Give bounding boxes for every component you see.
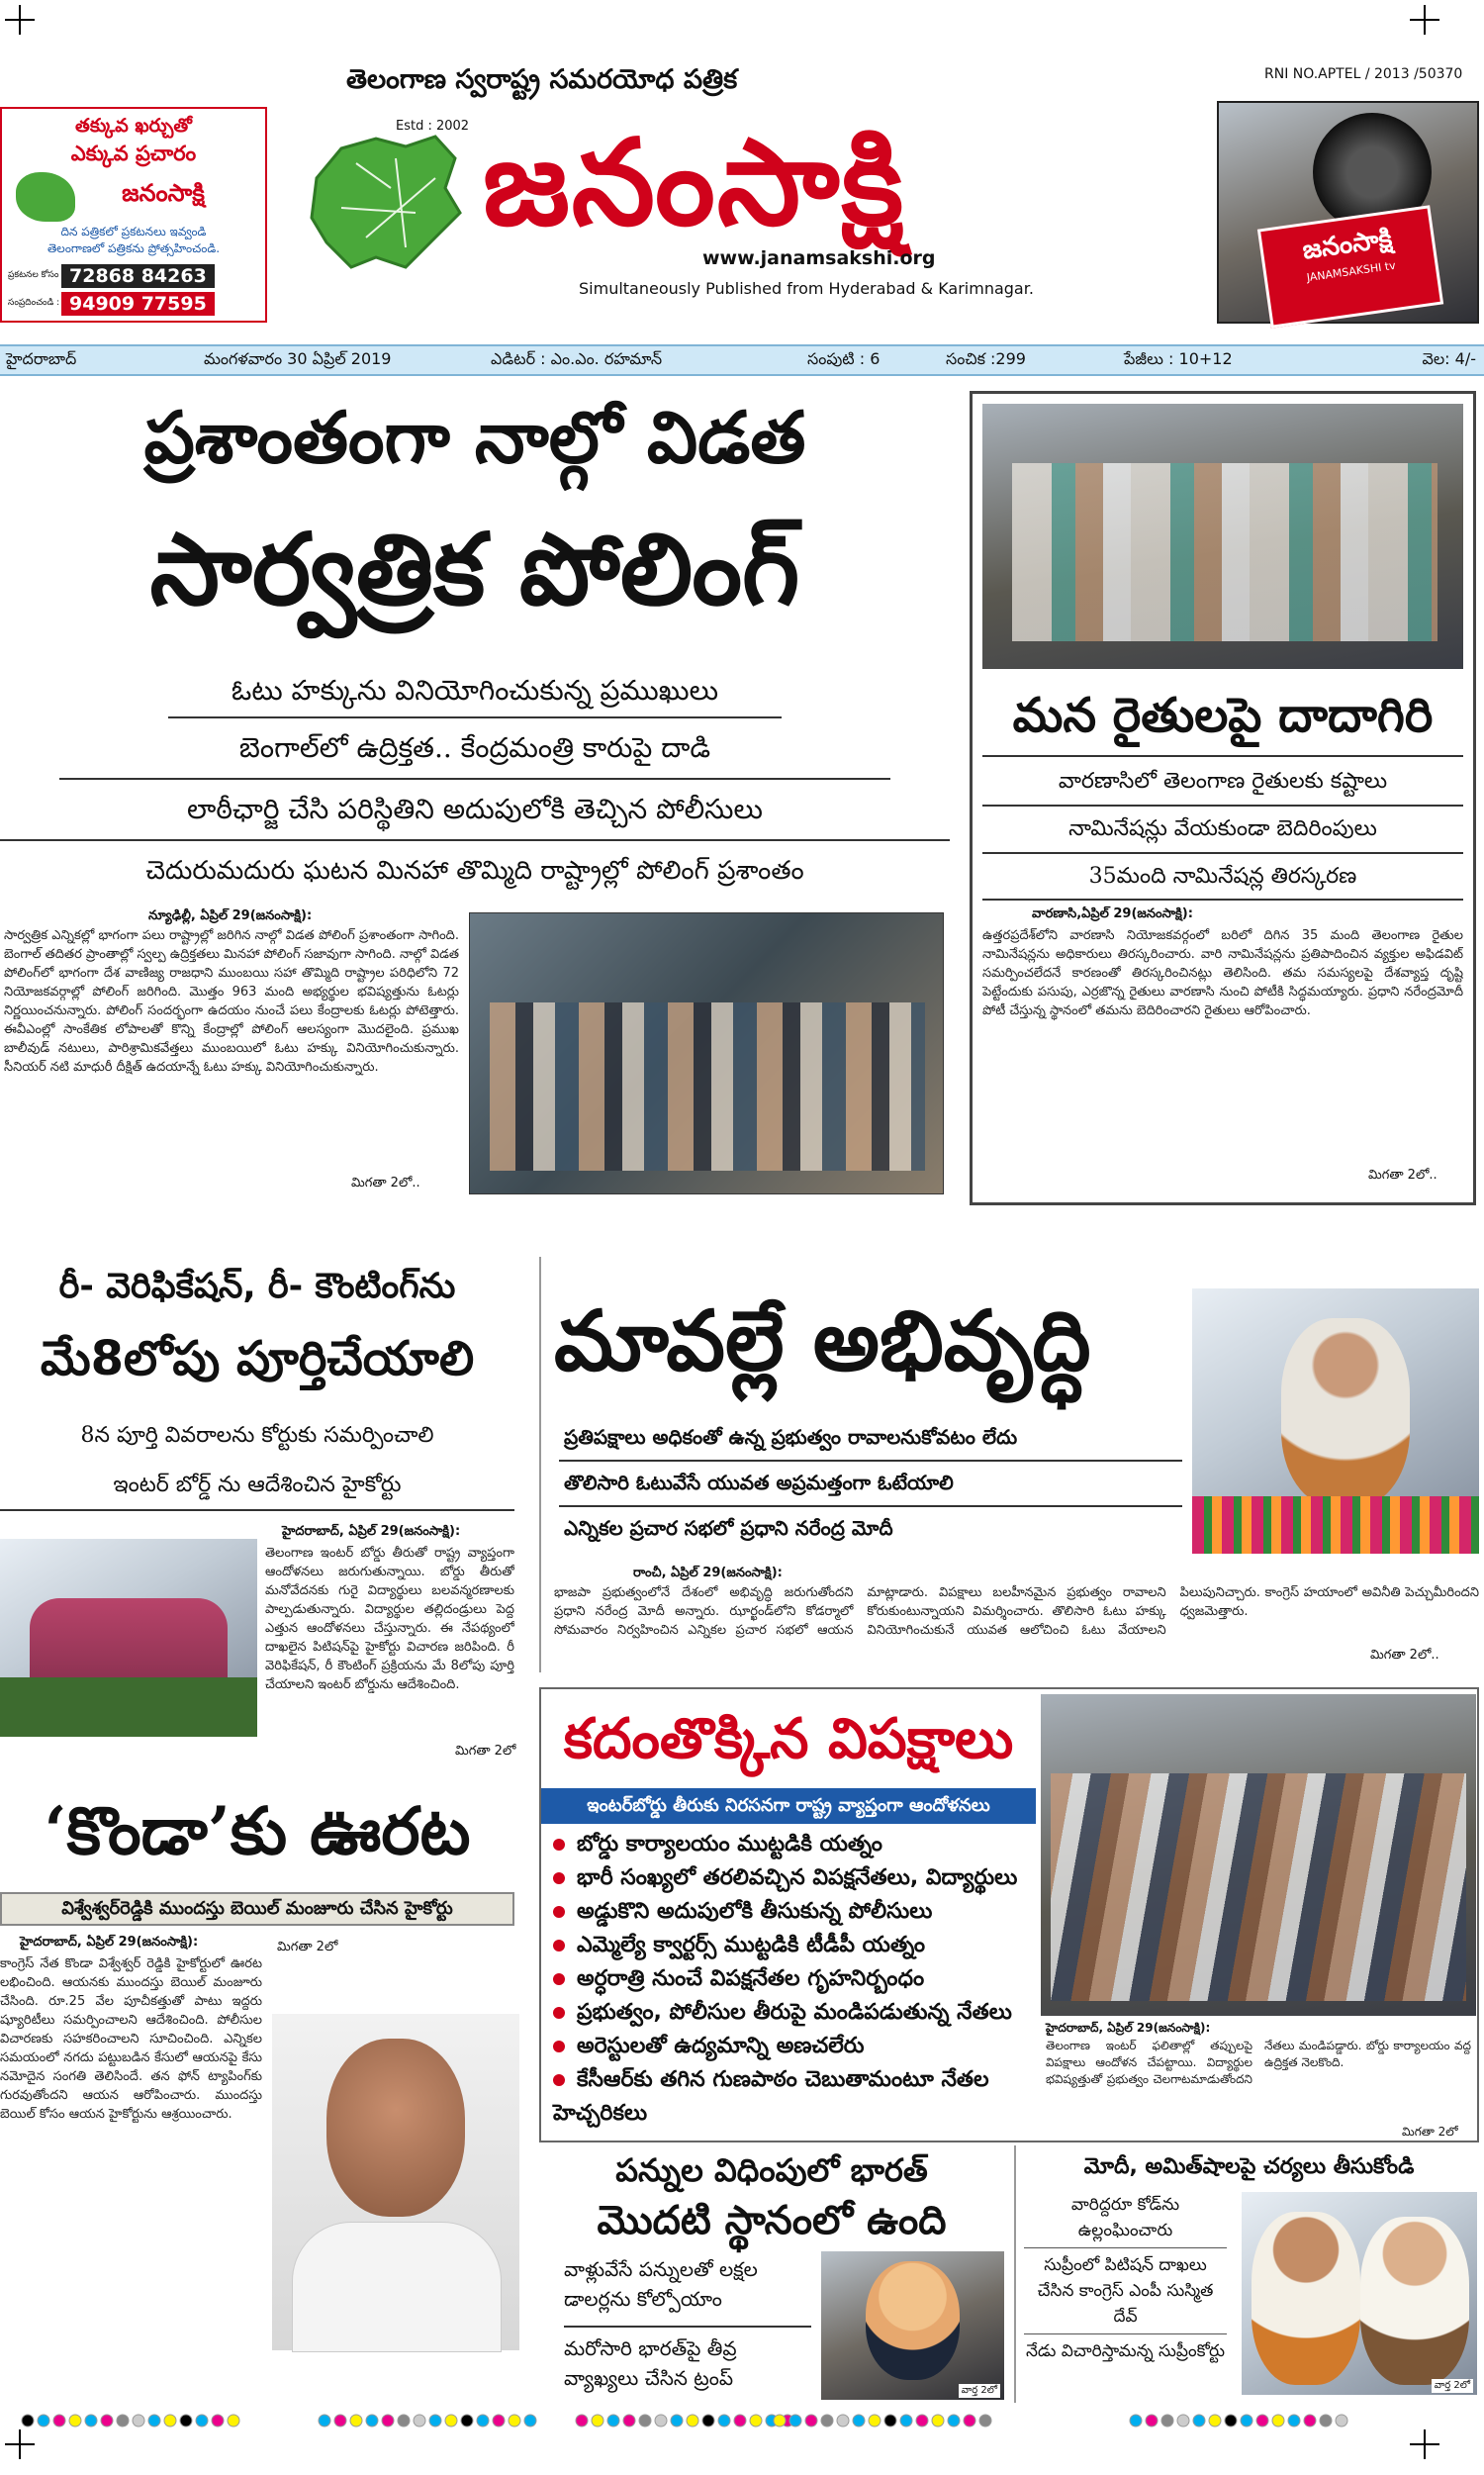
registration-dot	[979, 2415, 991, 2427]
registration-dot	[948, 2415, 960, 2427]
registration-dot	[789, 2415, 801, 2427]
estd-label: Estd : 2002	[396, 119, 470, 134]
website[interactable]: www.janamsakshi.org	[702, 247, 936, 269]
registration-dot	[884, 2415, 896, 2427]
shah-line-1: వారిద్దరూ కోడ్‌ను ఉల్లంఘించారు	[1024, 2192, 1227, 2248]
registration-dot	[461, 2415, 473, 2427]
crop-mark-bottom-left	[5, 2429, 35, 2459]
protest-dateline: హైదరాబాద్, ఏప్రిల్ 29(జనంసాక్షి):	[1046, 2021, 1211, 2035]
konda-body: కాంగ్రెస్ నేత కొండా విశ్వేశ్వర్ రెడ్డికి హైకోర్టులో ఊరట లభించింది. ఆయనకు ముందస్తు బెయిల్ మంజూరు చేసింది. రూ.25 వేల పూచీకత్తుతో పాటు ఇద్దరు ష్యూరిటీలు సమర్పించాలని ఆదేశించింది. పోలీసుల విచారణకు సహకరించాలని సూచించింది. ఎన్నికల సమయంలో నగదు పట్టుబడిన కేసులో ఆయనపై కేసు నమోదైన సంగతి తెలిసిందే. తన ఫోన్ ట్యాపింగ్‌కు గురవుతోందని ఆయన ఆరోపించారు. ముందస్తు బెయిల్ కోసం ఆయన హైకోర్టును ఆశ్రయించారు.	[0, 1956, 262, 2122]
registration-dot	[22, 2415, 34, 2427]
divider	[559, 1460, 1182, 1462]
registration-dot	[196, 2415, 208, 2427]
dateline-pages: పేజీలు : 10+12	[1124, 348, 1233, 368]
tax-sub-2: మరోసారి భారత్‌పై తీవ్ర వ్యాఖ్యలు చేసిన ట్రంప్	[564, 2336, 737, 2390]
protest-jump: మిగతా 2లో	[1402, 2125, 1458, 2139]
registration-dot	[398, 2415, 410, 2427]
protest-sub: ఇంటర్‌బోర్డు తీరుకు నిరసనగా రాష్ట్ర వ్యాప్తంగా ఆందోళనలు	[541, 1788, 1036, 1824]
ad-box	[0, 107, 267, 323]
shah-lines	[1024, 2192, 1227, 2364]
tax-headline-2: మొదటి స్థానంలో ఉంది	[597, 2197, 947, 2243]
shah-headline: మోదీ, అమిత్‌షాలపై చర్యలు తీసుకోండి	[1083, 2154, 1415, 2179]
protest-headline: కదంతొక్కిన విపక్షాలు	[563, 1706, 1014, 1771]
divider	[0, 839, 950, 841]
registration-color-bar	[20, 2413, 1464, 2428]
shah-photo-caption: వార్త 2లో	[1432, 2379, 1473, 2393]
dateline-editor: ఎడిటర్ : ఎం.ఎం. రహమాన్	[491, 348, 663, 368]
dateline-price: వెల: 4/-	[1422, 348, 1476, 368]
inter-jump: మిగతా 2లో	[455, 1744, 516, 1759]
farmers-body: ఉత్తరప్రదేశ్‌లోని వారణాసి నియోజకవర్గంలో బరిలో దిగిన 35 మంది తెలంగాణ రైతుల నామినేషన్లను అధికారులు తిరస్కరించారు. వారి నామినేషన్లను ప్రతిపాదించిన వ్యక్తుల అఫిడవిట్ సమర్పించలేదనే కారణంతో తిరస్కరించినట్లు తెలిసింది. తమ సమస్యలపై దేశవ్యాప్త దృష్టి పెట్టేందుకు పసుపు, ఎర్రజొన్న రైతులు వారణాసి నుంచి పోటీకి సిద్ధమయ్యారు. ప్రధాని నరేంద్రమోదీ పోటీ చేస్తున్న స్థానంలో తమను బెదిరించారని రైతులు ఆరోపించారు.	[982, 928, 1463, 1018]
dateline-bar	[0, 344, 1484, 376]
registration-dot	[382, 2415, 394, 2427]
ad-line-2: ఎక్కువ ప్రచారం	[70, 142, 197, 165]
modi-shah-photo	[1242, 2192, 1477, 2395]
farmers-sub-3: 35మంది నామినేషన్ల తిరస్కరణ	[1088, 864, 1357, 889]
registration-dot	[750, 2415, 762, 2427]
registration-dot	[734, 2415, 746, 2427]
lead-sub-3: లాఠీఛార్జి చేసి పరిస్థితిని అదుపులోకి తెచ్చిన పోలీసులు	[187, 793, 763, 825]
tax-headline-1: పన్నుల విధింపులో భారత్	[615, 2151, 928, 2189]
konda-headline: ‘కొండా’కు ఊరట	[44, 1792, 471, 1869]
konda-sub: విశ్వేశ్వర్‌రెడ్డికి ముందస్తు బెయిల్ మంజూరు చేసిన హైకోర్టు	[0, 1892, 514, 1926]
tv-sub: JANAMSAKSHI tv	[1305, 258, 1397, 285]
registration-dot	[869, 2415, 881, 2427]
registration-dot	[805, 2415, 817, 2427]
registration-dot	[366, 2415, 378, 2427]
protest-bullet: ఎమ్మెల్యే క్వార్టర్స్ ముట్టడికి టీడీపీ యత్నం	[553, 1929, 1067, 1962]
inter-sub-1: 8న పూర్తి వివరాలను కోర్టుకు సమర్పించాలి	[80, 1423, 434, 1448]
protest-bullet: బోర్డు కార్యాలయం ముట్టడికి యత్నం	[553, 1828, 1067, 1861]
rni-number: RNI NO.APTEL / 2013 /50370	[1264, 66, 1463, 82]
registration-dot	[414, 2415, 425, 2427]
registration-dot	[164, 2415, 176, 2427]
registration-dot	[85, 2415, 97, 2427]
registration-dot	[1336, 2415, 1347, 2427]
protest-box	[539, 1687, 1479, 2142]
registration-dot	[117, 2415, 129, 2427]
protest-bullet: కేసీఆర్‌కు తగిన గుణపాఠం చెబుతామంటూ నేతల హెచ్చరికలు	[553, 2063, 1067, 2097]
registration-dot	[623, 2415, 635, 2427]
masthead-title: జనంసాక్షి	[483, 113, 906, 252]
divider	[559, 1505, 1182, 1507]
protest-bullet: భారీ సంఖ్యలో తరలివచ్చిన విపక్షనేతలు, విద్యార్థులు	[553, 1861, 1067, 1895]
polling-queue-photo	[469, 912, 944, 1194]
dateline-issue: సంచిక :299	[946, 348, 1026, 368]
flowers	[1192, 1496, 1479, 1554]
protest-bullet: ప్రభుత్వం, పోలీసుల తీరుపై మండిపడుతున్న నేతలు	[553, 1996, 1067, 2030]
lead-sub-2: బెంగాల్‌లో ఉద్రిక్తత.. కేంద్రమంత్రి కారుపై దాడి	[238, 731, 711, 764]
registration-dot	[774, 2415, 786, 2427]
lead-sub-4: చెదురుమదురు ఘటన మినహా తొమ్మిది రాష్ట్రాల్లో పోలింగ్ ప్రశాంతం	[145, 856, 804, 886]
farmers-jump: మిగతా 2లో..	[1368, 1168, 1438, 1183]
masthead-tagline: తెలంగాణ స్వరాష్ట్ర సమరయోధ పత్రిక	[346, 64, 738, 95]
registration-dot	[524, 2415, 536, 2427]
registration-dot	[1288, 2415, 1300, 2427]
tv-label: జనంసాక్షి	[1300, 224, 1394, 266]
registration-dot	[350, 2415, 362, 2427]
registration-dot	[702, 2415, 714, 2427]
dateline-city: హైదరాబాద్	[6, 348, 77, 368]
inter-headline-1: రీ- వెరిఫికేషన్, రీ- కౌంటింగ్‌ను	[58, 1267, 456, 1306]
divider	[982, 899, 1463, 901]
farmers-dateline: వారణాసి,ఏప్రిల్ 29(జనంసాక్షి):	[1032, 906, 1193, 921]
registration-dot	[671, 2415, 683, 2427]
registration-dot	[1256, 2415, 1268, 2427]
registration-dot	[1193, 2415, 1205, 2427]
dateline-volume: సంపుటి : 6	[807, 348, 881, 368]
registration-dot	[228, 2415, 239, 2427]
registration-dot	[477, 2415, 489, 2427]
registration-dot	[821, 2415, 833, 2427]
registration-dot	[718, 2415, 730, 2427]
registration-dot	[148, 2415, 160, 2427]
modi-photo	[1192, 1288, 1479, 1554]
divider	[168, 716, 782, 718]
portrait-shirt	[292, 2222, 502, 2352]
divider	[982, 755, 1463, 757]
inter-body: తెలంగాణ ఇంటర్ బోర్డు తీరుతో రాష్ట్ర వ్యాప్తంగా ఆందోళనలు జరుగుతున్నాయి. బోర్డు తీరుతో మనోవేదనకు గురై విద్యార్థులు బలవన్మరణాలకు పాల్పడుతున్నారు. విద్యార్థుల తల్లిదండ్రులు పెద్ద ఎత్తున ఆందోళనలు చేస్తున్నారు. ఈ నేపథ్యంలో దాఖలైన పిటిషన్‌పై హైకోర్టు విచారణ జరిపింది. రీ వెరిఫికేషన్, రీ కౌంటింగ్ ప్రక్రియను మే 8లోపు పూర్తి చేయాలని ఇంటర్ బోర్డును ఆదేశించింది.	[265, 1546, 514, 1692]
ad-phone-2[interactable]: 94909 77595	[61, 292, 215, 316]
lead-body: సార్వత్రిక ఎన్నికల్లో భాగంగా పలు రాష్ట్రాల్లో జరిగిన నాల్గో విడత పోలింగ్ ప్రశాంతంగా సాగింది. బెంగాల్ తదితర ప్రాంతాల్లో స్వల్ప ఉద్రిక్తతలు మినహా పోలింగ్ సజావుగా సాగింది. నాల్గో విడత పోలింగ్‌లో భాగంగా దేశ వాణిజ్య రాజధాని ముంబయి సహా తొమ్మిది రాష్ట్రాల పరిధిలోని 72 నియోజకవర్గాల్లో పోలింగ్ జరిగింది. మొత్తం 963 మంది అభ్యర్థుల భవిష్యత్తును ఓటర్లు నిర్ణయించనున్నారు. పోలింగ్ సందర్భంగా ఉదయం నుంచే పలు కేంద్రాలకు ఓటర్లు పోటెత్తారు. ఈవీఎంల్లో సాంకేతిక లోపాలతో కొన్ని కేంద్రాల్లో పోలింగ్ ఆలస్యంగా మొదలైంది. ప్రముఖ బాలీవుడ్ నటులు, పారిశ్రామికవేత్తలు ముంబయిలో ఓటు హక్కు వినియోగించుకున్నారు. సీనియర్ నటి మాధురీ దీక్షిత్ ఉదయాన్నే ఓటు హక్కు వినియోగించుకున్నారు.	[4, 928, 459, 1075]
lead-kicker: ప్రశాంతంగా నాల్గో విడత	[143, 396, 806, 479]
ad-line-1: తక్కువ ఖర్చుతో	[75, 115, 192, 137]
trump-photo-caption: వార్త 2లో	[959, 2384, 1000, 2398]
registration-dot	[932, 2415, 944, 2427]
modi-figure-2	[1360, 2217, 1469, 2385]
registration-dot	[1161, 2415, 1173, 2427]
registration-dot	[1241, 2415, 1252, 2427]
ad-line-3: దిన పత్రికలో ప్రకటనలు ఇవ్వండి	[60, 225, 207, 238]
registration-dot	[916, 2415, 928, 2427]
registration-dot	[509, 2415, 520, 2427]
divider	[982, 852, 1463, 854]
inter-sub-2: ఇంటర్ బోర్డ్ ను ఆదేశించిన హైకోర్టు	[113, 1473, 402, 1497]
modi-sub-2: తొలిసారి ఓటువేసే యువత అప్రమత్తంగా ఓటేయాలి	[564, 1471, 954, 1494]
trump-face	[866, 2261, 960, 2380]
registration-dot	[639, 2415, 651, 2427]
registration-dot	[1146, 2415, 1158, 2427]
registration-dot	[334, 2415, 346, 2427]
registration-dot	[38, 2415, 49, 2427]
tv-badge	[1257, 205, 1443, 329]
registration-dot	[1130, 2415, 1142, 2427]
protest-bullet: అరెస్టులతో ఉద్యమాన్ని అణచలేరు	[553, 2030, 1067, 2063]
modi-figure	[1281, 1318, 1410, 1506]
telangana-map-logo	[297, 119, 470, 277]
modi-body: భాజపా ప్రభుత్వంలోనే దేశంలో అభివృద్ధి జరుగుతోందని ప్రధాని నరేంద్ర మోదీ అన్నారు. ఝార్ఖండ్‌లోని కోడర్మాలో సోమవారం నిర్వహించిన ఎన్నికల ప్రచార సభలో ఆయన మాట్లాడారు. విపక్షాలు బలహీనమైన ప్రభుత్వం రావాలని కోరుకుంటున్నాయని విమర్శించారు. తొలిసారి ఓటు హక్కు వినియోగించుకునే యువత ఆలోచించి ఓటు వేయాలని పిలుపునిచ్చారు. కాంగ్రెస్ హయాంలో అవినీతి పెచ్చుమీరిందని ధ్వజమెత్తారు.	[554, 1585, 1479, 1638]
registration-dot	[837, 2415, 849, 2427]
registration-dot	[1272, 2415, 1284, 2427]
registration-dot	[69, 2415, 81, 2427]
lead-dateline: న్యూఢిల్లీ, ఏప్రిల్ 29(జనంసాక్షి):	[148, 908, 313, 923]
registration-dot	[1177, 2415, 1189, 2427]
registration-dot	[1225, 2415, 1237, 2427]
trump-photo	[821, 2251, 1004, 2400]
shah-line-2: సుప్రీంలో పిటిషన్ దాఖలు చేసిన కాంగ్రెస్ ఎంపీ సుస్మిత దేవ్	[1024, 2252, 1227, 2334]
registration-dot	[900, 2415, 912, 2427]
registration-dot	[101, 2415, 113, 2427]
farmers-sub-1: వారణాసిలో తెలంగాణ రైతులకు కష్టాలు	[1058, 769, 1388, 794]
farmers-photo	[982, 404, 1463, 669]
lead-sub-1: ఓటు హక్కును వినియోగించుకున్న ప్రముఖులు	[231, 674, 719, 707]
lead-headline: సార్వత్రిక పోలింగ్	[149, 511, 800, 627]
protest-bullet: అర్ధరాత్రి నుంచే విపక్షనేతల గృహనిర్బంధం	[553, 1962, 1067, 1996]
protest-photo	[1041, 1694, 1476, 2016]
farmers-sub-2: నామినేషన్లు వేయకుండా బెదిరింపులు	[1068, 816, 1377, 841]
registration-dot	[592, 2415, 603, 2427]
trees	[0, 1677, 257, 1737]
registration-dot	[576, 2415, 588, 2427]
registration-dot	[180, 2415, 192, 2427]
farmers-box	[970, 391, 1476, 1205]
registration-dot	[212, 2415, 224, 2427]
portrait-head	[326, 2039, 465, 2217]
published-from: Simultaneously Published from Hyderabad & Karimnagar.	[579, 279, 1034, 298]
registration-dot	[493, 2415, 505, 2427]
registration-dot	[429, 2415, 441, 2427]
lead-jump: మిగతా 2లో..	[351, 1176, 420, 1190]
protest-body: తెలంగాణ ఇంటర్ ఫలితాల్లో తప్పులపై విపక్షాలు ఆందోళన చేపట్టాయి. విద్యార్థుల భవిష్యత్తుతో ప్రభుత్వం చెలగాటమాడుతోందని నేతలు మండిపడ్డారు. బోర్డు కార్యాలయం వద్ద ఉద్రిక్తత నెలకొంది.	[1046, 2039, 1471, 2086]
konda-dateline: హైదరాబాద్, ఏప్రిల్ 29(జనంసాక్షి):	[20, 1935, 199, 1950]
crop-mark-bottom-right	[1410, 2429, 1439, 2459]
crop-mark-top-right	[1410, 5, 1439, 35]
konda-portrait	[272, 2014, 519, 2350]
registration-dot	[1304, 2415, 1316, 2427]
divider	[59, 778, 890, 780]
konda-jump: మిగతా 2లో	[277, 1940, 338, 1954]
farmers-headline: మన రైతులపై దాదాగిరి	[1012, 688, 1434, 743]
registration-dot	[655, 2415, 667, 2427]
divider	[0, 1509, 514, 1511]
inter-dateline: హైదరాబాద్, ఏప్రిల్ 29(జనంసాక్షి):	[282, 1524, 461, 1539]
registration-dot	[964, 2415, 975, 2427]
shah-figure	[1252, 2212, 1360, 2385]
modi-sub-3: ఎన్నికల ప్రచార సభలో ప్రధాని నరేంద్ర మోదీ	[564, 1516, 893, 1540]
inter-headline-2: మే8లోపు పూర్తిచేయాలి	[40, 1331, 475, 1386]
registration-dot	[1209, 2415, 1221, 2427]
protest-bullet: అడ్డుకొని అదుపులోకి తీసుకున్న పోలీసులు	[553, 1895, 1067, 1929]
registration-dot	[687, 2415, 698, 2427]
protesters	[1051, 1773, 1466, 2001]
modi-sub-1: ప్రతిపక్షాలు అధికంతో ఉన్న ప్రభుత్వం రావాలనుకోవటం లేదు	[564, 1425, 1018, 1449]
registration-dot	[1320, 2415, 1332, 2427]
registration-dot	[445, 2415, 457, 2427]
farmers-figures	[1012, 463, 1438, 641]
divider	[564, 2326, 811, 2328]
ad-label-1: ప్రకటనల కోసం	[8, 270, 59, 280]
divider	[982, 805, 1463, 807]
registration-dot	[133, 2415, 144, 2427]
registration-dot	[53, 2415, 65, 2427]
shah-line-3: నేడు విచారిస్తామన్న సుప్రీంకోర్టు	[1025, 2341, 1226, 2361]
divider	[539, 1257, 541, 1672]
modi-jump: మిగతా 2లో..	[1370, 1648, 1439, 1663]
voters-figures	[490, 1002, 925, 1171]
registration-dot	[853, 2415, 865, 2427]
ad-phone-1[interactable]: 72868 84263	[61, 264, 215, 288]
modi-headline: మావల్లే అభివృద్ధి	[554, 1291, 1091, 1389]
modi-dateline: రాంచీ, ఏప్రిల్ 29(జనంసాక్షి):	[633, 1566, 783, 1580]
ad-line-4: తెలంగాణలో పత్రికను ప్రోత్సహించండి.	[46, 241, 221, 255]
registration-dot	[607, 2415, 619, 2427]
registration-dot	[319, 2415, 330, 2427]
lead-subheads	[0, 665, 950, 903]
protest-bullets	[553, 1828, 1067, 2126]
tax-sub-1: వాళ్లువేసే పన్నులతో లక్షల డాలర్లను కోల్పోయాం	[564, 2257, 758, 2311]
crop-mark-top-left	[5, 5, 35, 35]
ad-brand: జనంసాక్షి	[122, 179, 205, 207]
tv-logo	[1217, 101, 1479, 324]
high-court-photo	[0, 1539, 257, 1737]
ad-label-2: సంప్రదించండి :	[8, 298, 60, 308]
dateline-date: మంగళవారం 30 ఏప్రిల్ 2019	[204, 348, 392, 368]
divider	[1014, 2145, 1016, 2403]
